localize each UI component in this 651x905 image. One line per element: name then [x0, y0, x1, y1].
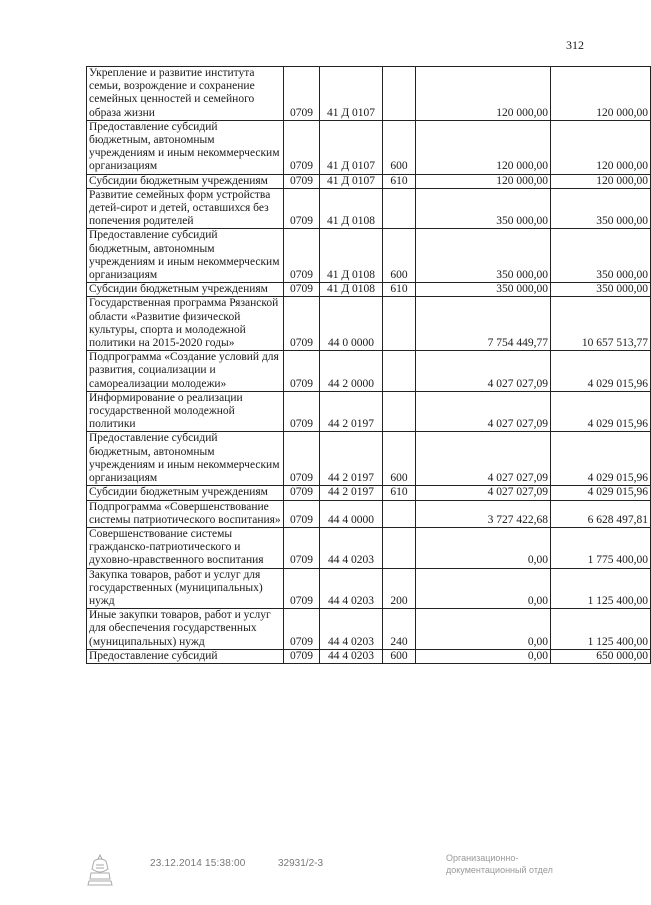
row-target-code: 44 4 0203	[320, 568, 383, 609]
row-section: 0709	[284, 283, 320, 297]
row-section: 0709	[284, 649, 320, 663]
row-target-code: 44 2 0197	[320, 432, 383, 486]
row-expense-type: 600	[383, 229, 416, 283]
row-name: Развитие семейных форм устройства детей-сирот и детей, оставшихся без попечения родителей	[87, 188, 284, 229]
row-amount-2016: 1 775 400,00	[551, 527, 651, 568]
row-amount-2016: 4 029 015,96	[551, 391, 651, 432]
table-row	[87, 120, 651, 174]
row-expense-type: 600	[383, 649, 416, 663]
row-name: Предоставление субсидий бюджетным, автономным учреждениям и иным некоммерческим организациям	[87, 229, 284, 283]
row-amount-2015: 4 027 027,09	[416, 486, 551, 500]
row-section: 0709	[284, 568, 320, 609]
row-target-code: 41 Д 0108	[320, 283, 383, 297]
table-row	[87, 527, 651, 568]
row-section: 0709	[284, 174, 320, 188]
row-amount-2016: 4 029 015,96	[551, 486, 651, 500]
table-row	[87, 486, 651, 500]
row-name: Предоставление субсидий	[87, 649, 284, 663]
row-expense-type	[383, 500, 416, 527]
table-row	[87, 568, 651, 609]
row-expense-type	[383, 391, 416, 432]
row-target-code: 44 4 0000	[320, 500, 383, 527]
row-amount-2015: 120 000,00	[416, 67, 551, 121]
row-target-code: 41 Д 0107	[320, 67, 383, 121]
row-target-code: 41 Д 0108	[320, 188, 383, 229]
row-amount-2015: 0,00	[416, 527, 551, 568]
row-section: 0709	[284, 120, 320, 174]
row-name: Субсидии бюджетным учреждениям	[87, 174, 284, 188]
row-target-code: 44 2 0197	[320, 486, 383, 500]
row-name: Информирование о реализации государственной молодежной политики	[87, 391, 284, 432]
budget-table	[86, 66, 651, 664]
row-target-code: 41 Д 0107	[320, 174, 383, 188]
row-amount-2015: 0,00	[416, 609, 551, 650]
row-expense-type: 600	[383, 432, 416, 486]
table-row	[87, 351, 651, 392]
table-row	[87, 229, 651, 283]
row-amount-2016: 6 628 497,81	[551, 500, 651, 527]
row-amount-2015: 4 027 027,09	[416, 391, 551, 432]
row-name: Совершенствование системы гражданско-патриотического и духовно-нравственного воспитания	[87, 527, 284, 568]
row-expense-type: 610	[383, 174, 416, 188]
row-target-code: 44 2 0197	[320, 391, 383, 432]
row-section: 0709	[284, 500, 320, 527]
row-amount-2016: 4 029 015,96	[551, 351, 651, 392]
row-section: 0709	[284, 229, 320, 283]
row-section: 0709	[284, 351, 320, 392]
row-amount-2015: 120 000,00	[416, 120, 551, 174]
row-amount-2015: 120 000,00	[416, 174, 551, 188]
row-amount-2016: 4 029 015,96	[551, 432, 651, 486]
row-name: Государственная программа Рязанской области «Развитие физической культуры, спорта и молодежной политики на 2015-2020 годы»	[87, 297, 284, 351]
row-section: 0709	[284, 391, 320, 432]
row-amount-2016: 10 657 513,77	[551, 297, 651, 351]
row-amount-2015: 0,00	[416, 649, 551, 663]
row-expense-type	[383, 188, 416, 229]
row-expense-type: 600	[383, 120, 416, 174]
footer-org-line2: документационный отдел	[446, 865, 553, 875]
row-expense-type	[383, 67, 416, 121]
footer	[0, 848, 640, 905]
row-target-code: 44 4 0203	[320, 609, 383, 650]
row-amount-2015: 350 000,00	[416, 283, 551, 297]
row-name: Укрепление и развитие института семьи, возрождение и сохранение семейных ценностей и семейного образа жизни	[87, 67, 284, 121]
row-amount-2016: 1 125 400,00	[551, 568, 651, 609]
row-name: Предоставление субсидий бюджетным, автономным учреждениям и иным некоммерческим организациям	[87, 432, 284, 486]
row-target-code: 44 4 0203	[320, 649, 383, 663]
row-target-code: 44 2 0000	[320, 351, 383, 392]
row-amount-2015: 350 000,00	[416, 229, 551, 283]
row-amount-2015: 7 754 449,77	[416, 297, 551, 351]
table-row	[87, 297, 651, 351]
page-number: 312	[566, 38, 584, 52]
row-amount-2016: 350 000,00	[551, 188, 651, 229]
row-target-code: 44 4 0203	[320, 527, 383, 568]
row-expense-type	[383, 527, 416, 568]
row-expense-type	[383, 297, 416, 351]
row-target-code: 41 Д 0108	[320, 229, 383, 283]
row-expense-type: 610	[383, 283, 416, 297]
row-target-code: 41 Д 0107	[320, 120, 383, 174]
budget-table-body	[87, 67, 651, 664]
row-amount-2016: 120 000,00	[551, 120, 651, 174]
row-amount-2016: 120 000,00	[551, 67, 651, 121]
table-row	[87, 649, 651, 663]
row-section: 0709	[284, 527, 320, 568]
table-row	[87, 500, 651, 527]
row-target-code: 44 0 0000	[320, 297, 383, 351]
row-section: 0709	[284, 67, 320, 121]
row-amount-2015: 4 027 027,09	[416, 432, 551, 486]
row-name: Закупка товаров, работ и услуг для государственных (муниципальных) нужд	[87, 568, 284, 609]
table-row	[87, 283, 651, 297]
row-expense-type: 610	[383, 486, 416, 500]
row-amount-2015: 350 000,00	[416, 188, 551, 229]
row-amount-2015: 4 027 027,09	[416, 351, 551, 392]
footer-org-line1: Организационно-	[446, 853, 519, 863]
row-name: Субсидии бюджетным учреждениям	[87, 283, 284, 297]
row-expense-type: 240	[383, 609, 416, 650]
row-amount-2016: 120 000,00	[551, 174, 651, 188]
row-amount-2015: 0,00	[416, 568, 551, 609]
row-name: Подпрограмма «Создание условий для развития, социализации и самореализации молодежи»	[87, 351, 284, 392]
table-row	[87, 188, 651, 229]
row-section: 0709	[284, 432, 320, 486]
table-row	[87, 391, 651, 432]
table-row	[87, 67, 651, 121]
table-row	[87, 174, 651, 188]
footer-org	[446, 852, 553, 876]
footer-doc-number: 32931/2-3	[278, 858, 324, 869]
emblem-icon	[86, 853, 114, 887]
row-name: Предоставление субсидий бюджетным, автономным учреждениям и иным некоммерческим организациям	[87, 120, 284, 174]
footer-datetime: 23.12.2014 15:38:00	[150, 858, 246, 869]
row-section: 0709	[284, 188, 320, 229]
table-row	[87, 609, 651, 650]
row-amount-2015: 3 727 422,68	[416, 500, 551, 527]
row-amount-2016: 650 000,00	[551, 649, 651, 663]
row-amount-2016: 350 000,00	[551, 229, 651, 283]
row-expense-type	[383, 351, 416, 392]
row-section: 0709	[284, 486, 320, 500]
row-amount-2016: 350 000,00	[551, 283, 651, 297]
row-section: 0709	[284, 297, 320, 351]
row-section: 0709	[284, 609, 320, 650]
row-name: Иные закупки товаров, работ и услуг для обеспечения государственных (муниципальных) нужд	[87, 609, 284, 650]
row-expense-type: 200	[383, 568, 416, 609]
row-amount-2016: 1 125 400,00	[551, 609, 651, 650]
row-name: Подпрограмма «Совершенствование системы патриотического воспитания»	[87, 500, 284, 527]
table-row	[87, 432, 651, 486]
row-name: Субсидии бюджетным учреждениям	[87, 486, 284, 500]
